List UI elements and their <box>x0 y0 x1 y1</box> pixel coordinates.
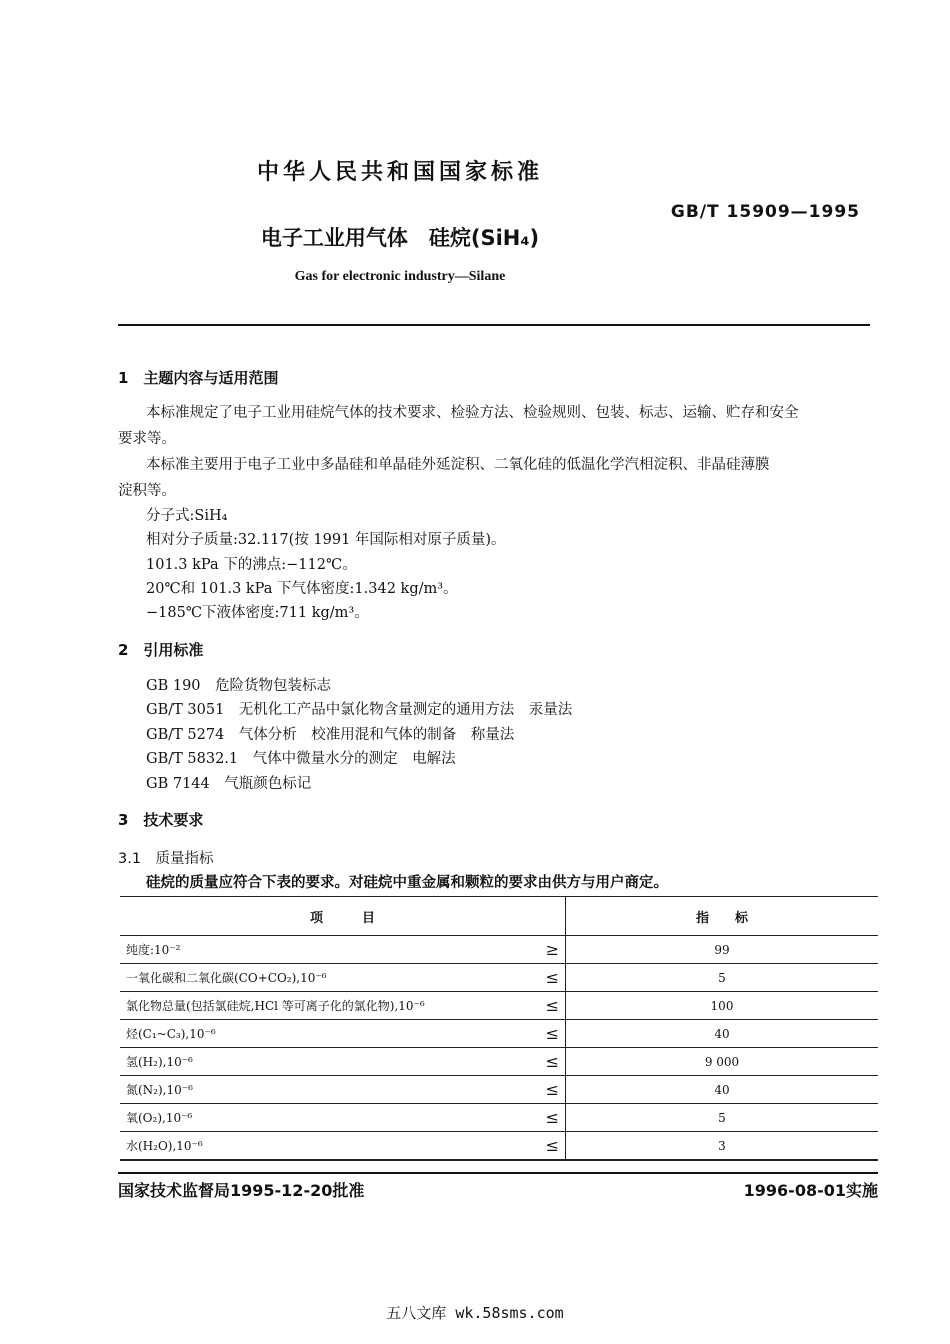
item-cell: 氢(H₂),10⁻⁶ <box>120 1048 523 1076</box>
item-cell: 氧(O₂),10⁻⁶ <box>120 1104 523 1132</box>
comparator-cell: ≥ <box>523 936 566 964</box>
item-cell: 氯化物总量(包括氯硅烷,HCl 等可离子化的氯化物),10⁻⁶ <box>120 992 523 1020</box>
header-item: 项 目 <box>120 897 566 936</box>
item-cell: 纯度:10⁻² <box>120 936 523 964</box>
table-row <box>120 1104 878 1132</box>
paragraph-line: 本标准规定了电子工业用硅烷气体的技术要求、检验方法、检验规则、包装、标志、运输、贮存和安全 <box>146 405 799 421</box>
comparator-cell: ≤ <box>523 1048 566 1076</box>
english-title: Gas for electronic industry—Silane <box>294 269 506 284</box>
comparator-cell: ≤ <box>523 964 566 992</box>
table-row <box>120 1076 878 1104</box>
quality-spec-table <box>120 896 878 1161</box>
section-1-heading: 1 主题内容与适用范围 <box>118 369 279 387</box>
standard-code: GB/T 15909—1995 <box>670 202 860 222</box>
table-row <box>120 936 878 964</box>
section-3-heading: 3 技术要求 <box>118 811 204 829</box>
effective-date: 1996-08-01实施 <box>743 1181 878 1200</box>
section-2-heading: 2 引用标准 <box>118 641 204 659</box>
table-row <box>120 1048 878 1076</box>
comparator-cell: ≤ <box>523 1076 566 1104</box>
table-row <box>120 964 878 992</box>
item-cell: 水(H₂O),10⁻⁶ <box>120 1132 523 1161</box>
value-cell: 3 <box>566 1132 879 1161</box>
table-row <box>120 1020 878 1048</box>
reference-item: GB 190 危险货物包装标志 <box>146 678 332 694</box>
table-intro: 硅烷的质量应符合下表的要求。对硅烷中重金属和颗粒的要求由供方与用户商定。 <box>146 874 668 891</box>
value-cell: 5 <box>566 964 879 992</box>
section-3-1-heading: 3.1 质量指标 <box>118 851 214 867</box>
reference-item: GB/T 5832.1 气体中微量水分的测定 电解法 <box>146 751 456 767</box>
value-cell: 100 <box>566 992 879 1020</box>
value-cell: 5 <box>566 1104 879 1132</box>
value-cell: 40 <box>566 1076 879 1104</box>
reference-item: GB/T 3051 无机化工产品中氯化物含量测定的通用方法 汞量法 <box>146 702 573 718</box>
paragraph-line: 分子式:SiH₄ <box>146 508 228 524</box>
comparator-cell: ≤ <box>523 1132 566 1161</box>
comparator-cell: ≤ <box>523 1104 566 1132</box>
paragraph-line: 本标准主要用于电子工业中多晶硅和单晶硅外延淀积、二氧化硅的低温化学汽相淀积、非晶硅薄膜 <box>146 457 770 473</box>
watermark: 五八文库 wk.58sms.com <box>386 1304 564 1322</box>
table-row <box>120 1132 878 1161</box>
paragraph-line: 101.3 kPa 下的沸点:−112℃。 <box>146 557 357 573</box>
value-cell: 40 <box>566 1020 879 1048</box>
footer-divider <box>118 1172 878 1174</box>
header-divider <box>118 324 870 326</box>
item-cell: 氮(N₂),10⁻⁶ <box>120 1076 523 1104</box>
table-row <box>120 992 878 1020</box>
paragraph-line: 淀积等。 <box>118 483 176 499</box>
paragraph-line: −185℃下液体密度:711 kg/m³。 <box>146 605 369 621</box>
item-cell: 一氧化碳和二氧化碳(CO+CO₂),10⁻⁶ <box>120 964 523 992</box>
paragraph-line: 20℃和 101.3 kPa 下气体密度:1.342 kg/m³。 <box>146 581 458 597</box>
reference-item: GB 7144 气瓶颜色标记 <box>146 776 312 792</box>
table-header-row <box>120 897 878 936</box>
value-cell: 9 000 <box>566 1048 879 1076</box>
comparator-cell: ≤ <box>523 992 566 1020</box>
value-cell: 99 <box>566 936 879 964</box>
item-cell: 烃(C₁~C₃),10⁻⁶ <box>120 1020 523 1048</box>
comparator-cell: ≤ <box>523 1020 566 1048</box>
document-subtitle: 电子工业用气体 硅烷(SiH₄) <box>260 226 540 250</box>
paragraph-line: 相对分子质量:32.117(按 1991 年国际相对原子质量)。 <box>146 532 506 548</box>
approval-date: 国家技术监督局1995-12-20批准 <box>118 1181 365 1200</box>
paragraph-line: 要求等。 <box>118 431 176 447</box>
header-value: 指 标 <box>566 897 879 936</box>
document-title: 中华人民共和国国家标准 <box>256 160 543 185</box>
reference-item: GB/T 5274 气体分析 校准用混和气体的制备 称量法 <box>146 727 515 743</box>
